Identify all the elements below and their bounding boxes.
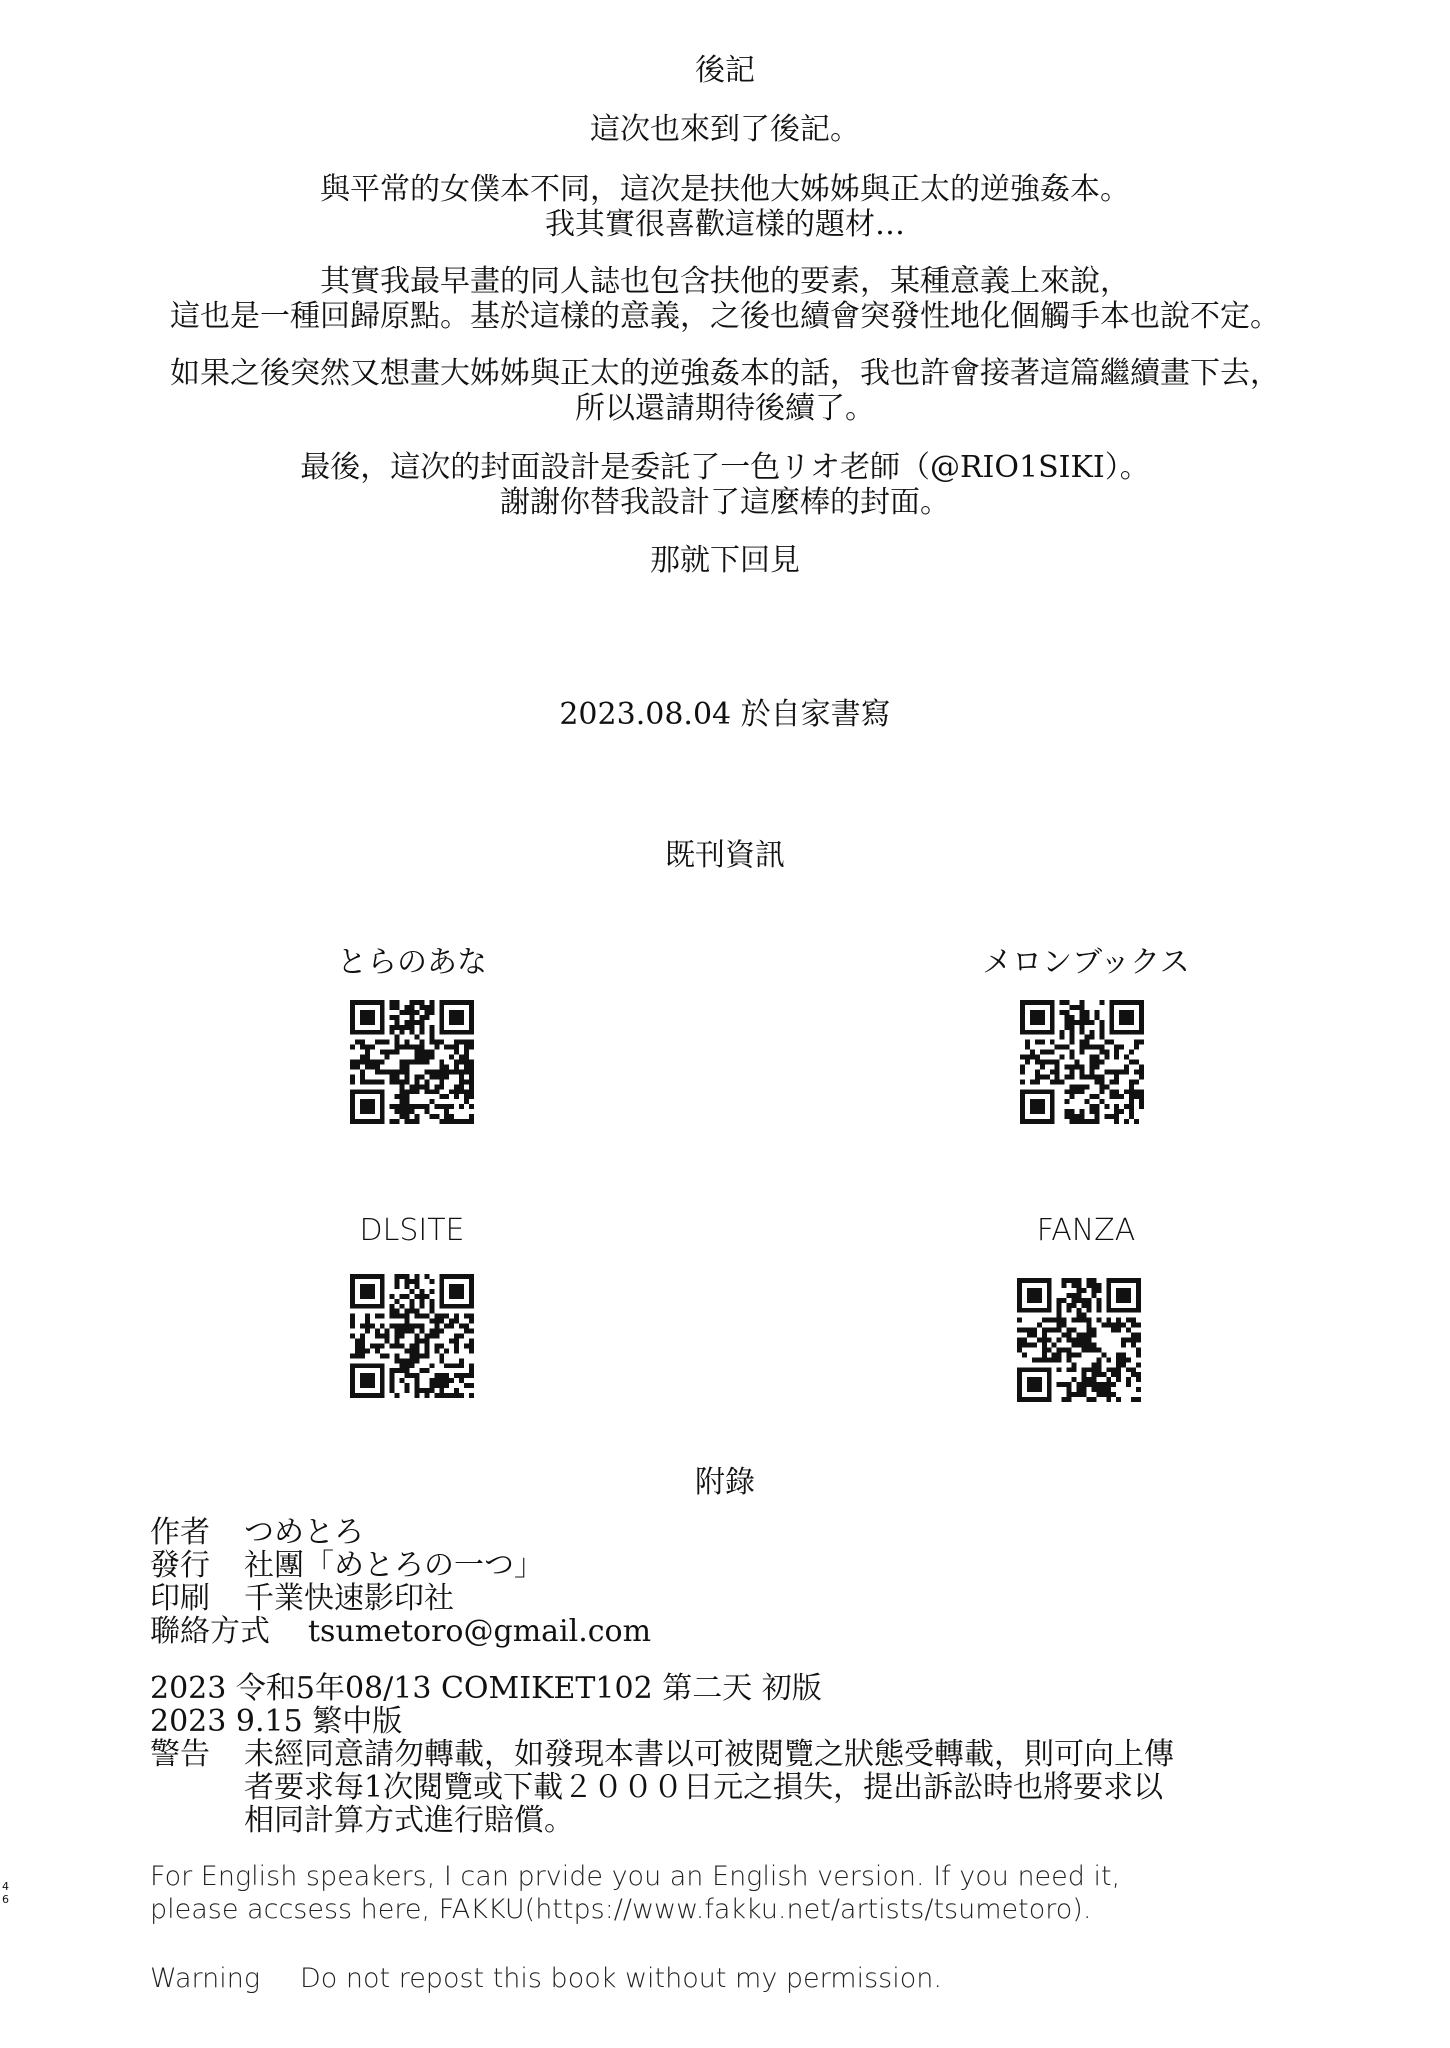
english-note bbox=[150, 1860, 1120, 1926]
text-line: 這次也來到了後記。 bbox=[590, 112, 860, 147]
credit-label: 印刷 bbox=[150, 1581, 210, 1616]
published-title: 既刊資訊 bbox=[665, 838, 785, 873]
warning-row bbox=[150, 1738, 1174, 1771]
afterword-paragraph-6 bbox=[0, 543, 1450, 578]
english-line: please accsess here, FAKKU(https://www.fakku.net/artists/tsumetoro). bbox=[150, 1894, 1092, 1925]
afterword-title: 後記 bbox=[695, 53, 755, 88]
edition-line: 2023 令和5年08/13 COMIKET102 第二天 初版 bbox=[150, 1671, 822, 1706]
qr-code-icon[interactable] bbox=[1017, 1278, 1141, 1402]
credit-value: 社團「めとろの一つ」 bbox=[244, 1548, 544, 1583]
text-line: 最後，這次的封面設計是委託了一色リオ老師（@RIO1SIKI）。 bbox=[300, 450, 1150, 485]
english-warning-text: Do not repost this book without my permission. bbox=[300, 1963, 942, 1994]
credit-label: 作者 bbox=[150, 1515, 210, 1550]
store-label-dlsite: DLSITE bbox=[359, 1213, 465, 1248]
credit-value: 千業快速影印社 bbox=[244, 1581, 454, 1616]
qr-code-icon[interactable] bbox=[350, 1000, 474, 1124]
editions-block bbox=[150, 1672, 1174, 1837]
store-label-fanza: FANZA bbox=[1036, 1213, 1136, 1248]
text-line: 我其實很喜歡這樣的題材… bbox=[545, 207, 905, 242]
text-line: 其實我最早畫的同人誌也包含扶他的要素，某種意義上來說， bbox=[320, 264, 1130, 299]
credit-label: 發行 bbox=[150, 1548, 210, 1583]
text-line: 這也是一種回歸原點。基於這樣的意義，之後也續會突發性地化個觸手本也說不定。 bbox=[170, 299, 1280, 334]
text-line: 那就下回見 bbox=[650, 543, 800, 578]
credit-value: tsumetoro@gmail.com bbox=[308, 1614, 652, 1649]
credit-value: つめとろ bbox=[244, 1515, 364, 1550]
qr-code-icon[interactable] bbox=[1020, 1000, 1144, 1124]
afterword-paragraph-4 bbox=[0, 356, 1450, 426]
page-number-digit: 6 bbox=[2, 1893, 9, 1906]
afterword-paragraph-5 bbox=[0, 450, 1450, 520]
text-line: 謝謝你替我設計了這麼棒的封面。 bbox=[500, 485, 950, 520]
warning-label: 警告 bbox=[150, 1737, 210, 1772]
store-label-toranoana: とらのあな bbox=[337, 945, 487, 980]
warning-line: 未經同意請勿轉載，如發現本書以可被閱覽之狀態受轉載，則可向上傳 bbox=[244, 1737, 1174, 1772]
store-label-melonbooks: メロンブックス bbox=[982, 945, 1190, 980]
page-number-digit: 4 bbox=[2, 1880, 9, 1893]
afterword-paragraph-1 bbox=[0, 112, 1450, 147]
qr-code-icon[interactable] bbox=[350, 1274, 474, 1398]
afterword-date: 2023.08.04 於自家書寫 bbox=[559, 697, 891, 732]
text-line: 所以還請期待後續了。 bbox=[575, 391, 875, 426]
text-line: 與平常的女僕本不同，這次是扶他大姊姊與正太的逆強姦本。 bbox=[320, 172, 1130, 207]
english-warning-label: Warning bbox=[150, 1963, 261, 1994]
text-line: 如果之後突然又想畫大姊姊與正太的逆強姦本的話，我也許會接著這篇繼續畫下去， bbox=[170, 356, 1280, 391]
credit-row bbox=[150, 1615, 651, 1648]
page-number bbox=[2, 1880, 9, 1906]
afterword-paragraph-3 bbox=[0, 264, 1450, 334]
credit-row bbox=[150, 1549, 651, 1582]
english-warning bbox=[150, 1962, 942, 1995]
afterword-paragraph-2 bbox=[0, 172, 1450, 242]
credit-label: 聯絡方式 bbox=[150, 1614, 270, 1649]
warning-line: 相同計算方式進行賠償。 bbox=[244, 1803, 574, 1838]
appendix-title: 附錄 bbox=[695, 1465, 755, 1500]
warning-line: 者要求每1次閱覽或下載２０００日元之損失，提出訴訟時也將要求以 bbox=[244, 1770, 1164, 1805]
credit-row bbox=[150, 1582, 651, 1615]
credits-block bbox=[150, 1516, 651, 1648]
credit-row bbox=[150, 1516, 651, 1549]
english-line: For English speakers, I can prvide you an English version. If you need it, bbox=[150, 1861, 1121, 1892]
edition-line: 2023 9.15 繁中版 bbox=[150, 1704, 403, 1739]
